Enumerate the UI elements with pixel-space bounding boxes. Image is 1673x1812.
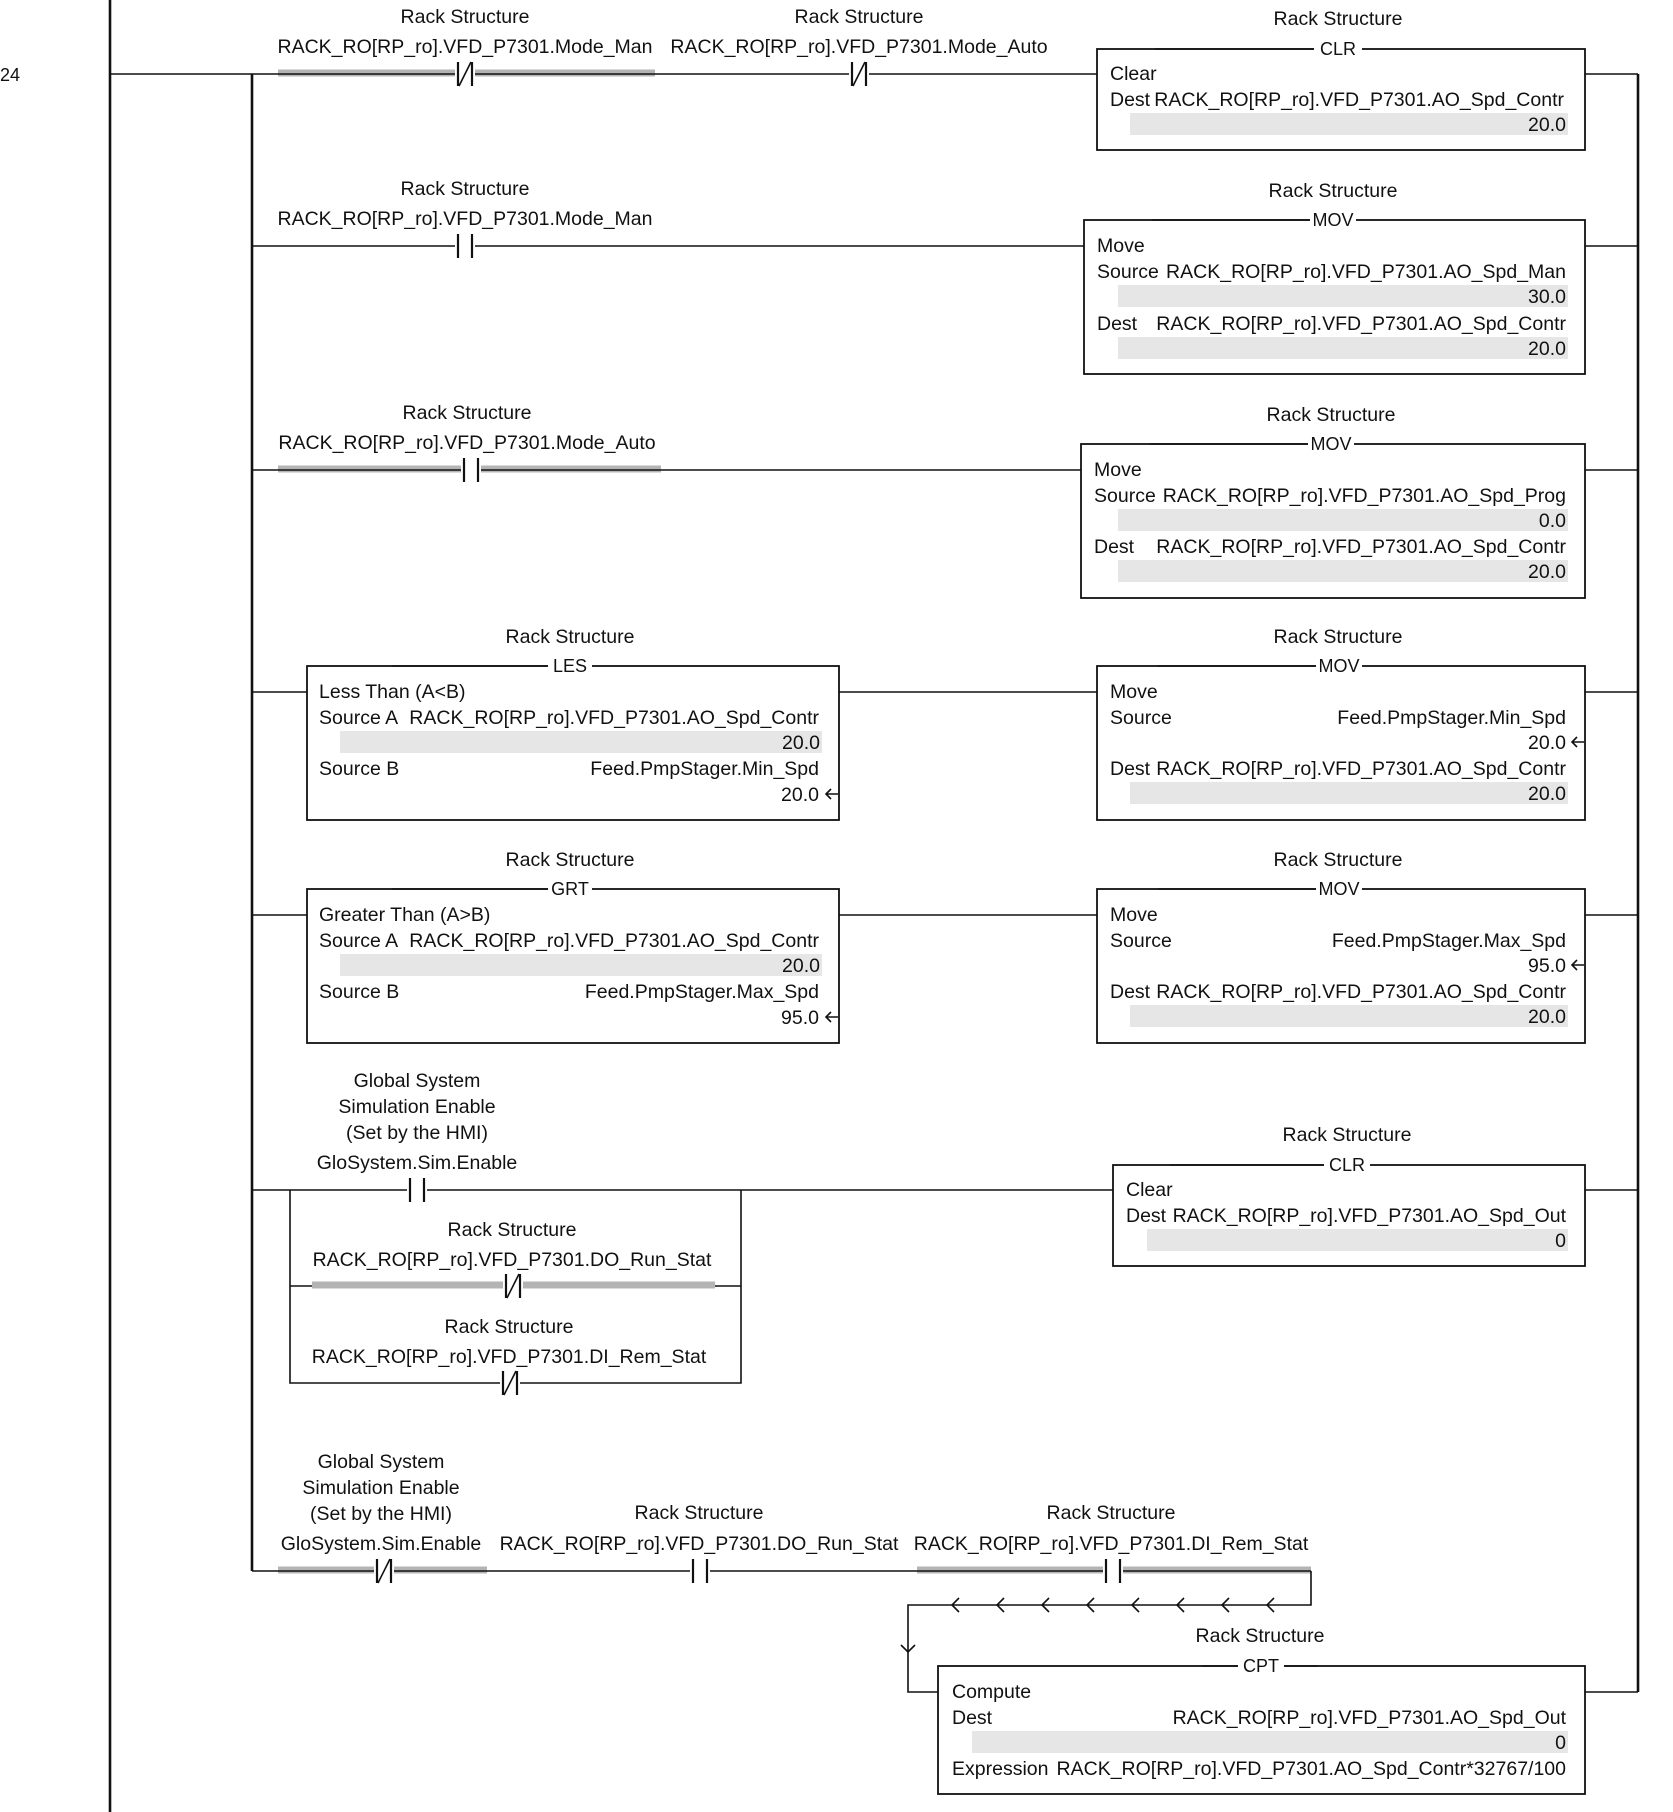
source-value: 0.0: [1538, 510, 1566, 532]
instruction-title: Move: [1097, 235, 1145, 257]
dest-value-field[interactable]: [1118, 560, 1568, 582]
dest-tag: RACK_RO[RP_ro].VFD_P7301.AO_Spd_Out: [1172, 1205, 1566, 1227]
dest-tag: RACK_RO[RP_ro].VFD_P7301.AO_Spd_Contr: [1154, 89, 1564, 111]
rung-number: 24: [0, 65, 21, 85]
contact-description: Rack Structure: [794, 6, 924, 28]
source-tag: Feed.PmpStager.Max_Spd: [1331, 930, 1566, 952]
instruction-mnemonic: MOV: [1310, 434, 1352, 454]
instruction-title: Compute: [952, 1681, 1032, 1703]
dest-value: 0: [1555, 1230, 1566, 1252]
contact-description: Rack Structure: [634, 1502, 764, 1524]
contact-tag: RACK_RO[RP_ro].VFD_P7301.Mode_Man: [277, 208, 653, 230]
dest-label: Dest: [1110, 89, 1151, 111]
source-a-value-field[interactable]: [340, 954, 822, 976]
contact-description: (Set by the HMI): [310, 1503, 452, 1525]
dest-value-field[interactable]: [1130, 1005, 1568, 1027]
mov-instruction-box[interactable]: [1097, 626, 1585, 820]
source-a-value: 20.0: [782, 955, 820, 977]
source-a-tag: RACK_RO[RP_ro].VFD_P7301.AO_Spd_Contr: [409, 930, 819, 952]
dest-value: 0: [1555, 1732, 1566, 1754]
contact-tag: GloSystem.Sim.Enable: [316, 1152, 518, 1174]
instruction-description: Rack Structure: [505, 849, 635, 871]
contact-description: Rack Structure: [447, 1219, 577, 1241]
source-tag: RACK_RO[RP_ro].VFD_P7301.AO_Spd_Prog: [1162, 485, 1566, 507]
dest-tag: RACK_RO[RP_ro].VFD_P7301.AO_Spd_Out: [1172, 1707, 1566, 1729]
instruction-mnemonic: LES: [552, 656, 588, 676]
xic-contact-sim-enable[interactable]: [317, 1070, 518, 1202]
source-label: Source: [1110, 930, 1172, 952]
instruction-description: Rack Structure: [1273, 849, 1403, 871]
instruction-mnemonic: MOV: [1318, 656, 1360, 676]
source-value-field[interactable]: [1118, 509, 1568, 531]
mov-instruction-box[interactable]: [1081, 404, 1585, 598]
mov-instruction-box[interactable]: [1084, 180, 1585, 374]
instruction-mnemonic: CLR: [1328, 1155, 1366, 1175]
source-label: Source: [1097, 261, 1159, 283]
dest-label: Dest: [952, 1707, 993, 1729]
cpt-instruction-box[interactable]: [938, 1625, 1585, 1794]
contact-tag: GloSystem.Sim.Enable: [280, 1533, 482, 1555]
instruction-title: Clear: [1110, 63, 1157, 85]
dest-tag: RACK_RO[RP_ro].VFD_P7301.AO_Spd_Contr: [1156, 981, 1566, 1003]
source-b-label: Source B: [319, 981, 400, 1003]
dest-label: Dest: [1126, 1205, 1167, 1227]
dest-value-field[interactable]: [1130, 113, 1568, 135]
contact-description: (Set by the HMI): [346, 1122, 488, 1144]
instruction-mnemonic: MOV: [1318, 879, 1360, 899]
source-label: Source: [1110, 707, 1172, 729]
dest-value: 20.0: [1528, 114, 1566, 136]
contact-tag: RACK_RO[RP_ro].VFD_P7301.DO_Run_Stat: [499, 1533, 899, 1555]
grt-instruction-box[interactable]: [307, 849, 839, 1043]
dest-value: 20.0: [1528, 561, 1566, 583]
contact-description: Simulation Enable: [338, 1096, 496, 1118]
xio-contact-sim-enable[interactable]: [281, 1451, 482, 1583]
source-label: Source: [1094, 485, 1156, 507]
branch-4: [252, 626, 1638, 820]
instruction-description: Rack Structure: [505, 626, 635, 648]
source-b-tag: Feed.PmpStager.Max_Spd: [584, 981, 819, 1003]
instruction-mnemonic: GRT: [551, 879, 589, 899]
instruction-description: Rack Structure: [1266, 404, 1396, 426]
dest-value-field[interactable]: [1130, 782, 1568, 804]
instruction-title: Greater Than (A>B): [319, 904, 491, 926]
instruction-title: Clear: [1126, 1179, 1173, 1201]
dest-label: Dest: [1110, 981, 1151, 1003]
contact-description: Rack Structure: [400, 178, 530, 200]
instruction-title: Move: [1110, 904, 1158, 926]
source-b-label: Source B: [319, 758, 400, 780]
contact-tag: RACK_RO[RP_ro].VFD_P7301.DO_Run_Stat: [312, 1249, 712, 1271]
mov-instruction-box[interactable]: [1097, 849, 1585, 1043]
dest-value: 20.0: [1528, 338, 1566, 360]
instruction-mnemonic: CPT: [1243, 1656, 1279, 1676]
instruction-description: Rack Structure: [1282, 1124, 1412, 1146]
contact-description: Rack Structure: [444, 1316, 574, 1338]
dest-tag: RACK_RO[RP_ro].VFD_P7301.AO_Spd_Contr: [1156, 536, 1566, 558]
contact-tag: RACK_RO[RP_ro].VFD_P7301.DI_Rem_Stat: [311, 1346, 707, 1368]
contact-tag: RACK_RO[RP_ro].VFD_P7301.Mode_Man: [277, 36, 653, 58]
source-a-tag: RACK_RO[RP_ro].VFD_P7301.AO_Spd_Contr: [409, 707, 819, 729]
contact-description: Rack Structure: [402, 402, 532, 424]
clr-instruction-box[interactable]: [1097, 8, 1585, 150]
source-a-value: 20.0: [782, 732, 820, 754]
dest-value: 20.0: [1528, 1006, 1566, 1028]
source-b-tag: Feed.PmpStager.Min_Spd: [590, 758, 819, 780]
clr-instruction-box[interactable]: [1113, 1124, 1585, 1266]
source-value[interactable]: 95.0: [1528, 955, 1566, 977]
dest-value-field[interactable]: [1118, 337, 1568, 359]
dest-tag: RACK_RO[RP_ro].VFD_P7301.AO_Spd_Contr: [1156, 758, 1566, 780]
instruction-description: Rack Structure: [1195, 1625, 1325, 1647]
branch-7: [252, 1451, 1638, 1794]
les-instruction-box[interactable]: [307, 626, 839, 820]
instruction-mnemonic: MOV: [1312, 210, 1354, 230]
contact-tag: RACK_RO[RP_ro].VFD_P7301.DI_Rem_Stat: [913, 1533, 1309, 1555]
contact-description: Rack Structure: [1046, 1502, 1176, 1524]
source-a-label: Source A: [319, 707, 399, 729]
source-value: 30.0: [1528, 286, 1566, 308]
branch-6: [252, 1070, 1638, 1395]
instruction-description: Rack Structure: [1268, 180, 1398, 202]
instruction-description: Rack Structure: [1273, 8, 1403, 30]
dest-value: 20.0: [1528, 783, 1566, 805]
source-a-label: Source A: [319, 930, 399, 952]
instruction-title: Move: [1094, 459, 1142, 481]
source-tag: RACK_RO[RP_ro].VFD_P7301.AO_Spd_Man: [1166, 261, 1566, 283]
contact-description: Rack Structure: [400, 6, 530, 28]
branch-1: [252, 6, 1638, 150]
dest-value-field[interactable]: [972, 1731, 1568, 1753]
source-tag: Feed.PmpStager.Min_Spd: [1337, 707, 1566, 729]
dest-label: Dest: [1110, 758, 1151, 780]
source-a-value-field[interactable]: [340, 731, 822, 753]
source-value[interactable]: 20.0: [1528, 732, 1566, 754]
branch-5: [252, 849, 1638, 1043]
source-b-value[interactable]: 20.0: [781, 784, 819, 806]
instruction-mnemonic: CLR: [1319, 39, 1357, 59]
expression-label: Expression: [952, 1758, 1049, 1780]
instruction-title: Less Than (A<B): [319, 681, 466, 703]
contact-description: Global System: [353, 1070, 481, 1092]
source-value-field[interactable]: [1118, 285, 1568, 307]
branch-3: [252, 402, 1638, 598]
dest-label: Dest: [1097, 313, 1138, 335]
contact-tag: RACK_RO[RP_ro].VFD_P7301.Mode_Auto: [670, 36, 1048, 58]
instruction-description: Rack Structure: [1273, 626, 1403, 648]
contact-description: Global System: [317, 1451, 445, 1473]
expression-text: RACK_RO[RP_ro].VFD_P7301.AO_Spd_Contr*32767/100: [1056, 1758, 1566, 1780]
dest-tag: RACK_RO[RP_ro].VFD_P7301.AO_Spd_Contr: [1156, 313, 1566, 335]
contact-tag: RACK_RO[RP_ro].VFD_P7301.Mode_Auto: [278, 432, 656, 454]
branch-2: [252, 178, 1638, 374]
source-b-value[interactable]: 95.0: [781, 1007, 819, 1029]
instruction-title: Move: [1110, 681, 1158, 703]
dest-label: Dest: [1094, 536, 1135, 558]
contact-description: Simulation Enable: [302, 1477, 460, 1499]
dest-value-field[interactable]: [1147, 1229, 1568, 1251]
